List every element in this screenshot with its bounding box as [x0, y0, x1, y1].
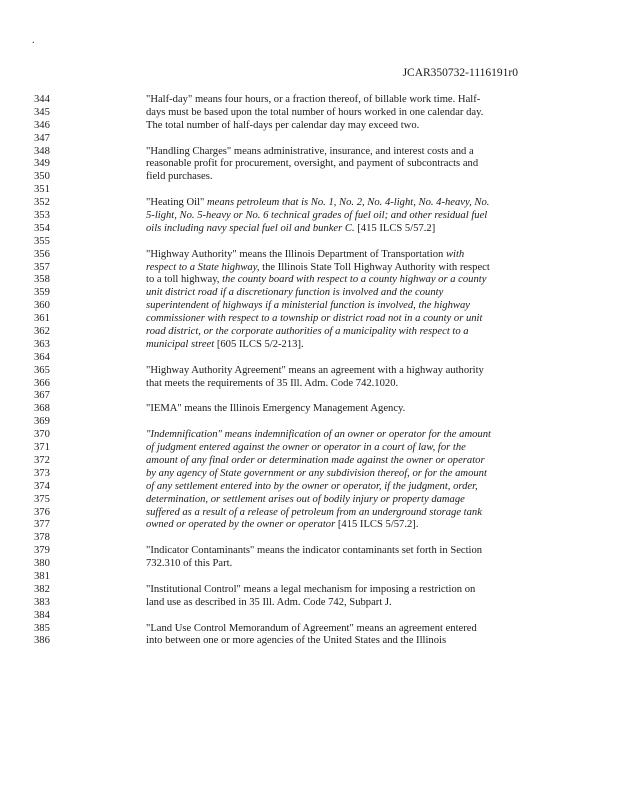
line-text: [146, 532, 554, 545]
line-text: [146, 519, 554, 532]
italic-text-segment: determination, or settlement arises out of bodily injury or property damage: [146, 493, 465, 505]
italic-text-segment: by any agency of State government or any subdivision thereof, or for the amount: [146, 467, 487, 479]
line-text: [146, 352, 554, 365]
italic-text-segment: municipal street: [146, 338, 215, 350]
line-number: 373: [34, 467, 50, 479]
document-body: [34, 94, 554, 648]
line-number: 368: [34, 403, 50, 415]
document-line: [34, 571, 554, 584]
line-number: 349: [34, 158, 50, 170]
document-line: [34, 507, 554, 520]
document-line: [34, 120, 554, 133]
line-text: [146, 249, 554, 262]
line-number: 344: [34, 94, 50, 105]
line-number: 359: [34, 287, 50, 299]
line-text: [146, 481, 554, 494]
line-number: 375: [34, 493, 50, 505]
line-text: [146, 236, 554, 249]
document-line: [34, 481, 554, 494]
line-number: 362: [34, 326, 50, 338]
document-line: [34, 326, 554, 339]
text-segment: "Handling Charges" means administrative, insurance, and interest costs and a: [146, 145, 474, 157]
text-segment: [415 ILCS 5/57.2].: [335, 519, 419, 531]
line-text: [146, 545, 554, 558]
line-number: 371: [34, 442, 50, 454]
document-line: [34, 545, 554, 558]
document-line: [34, 365, 554, 378]
document-line: [34, 300, 554, 313]
text-segment: into between one or more agencies of the United States and the Illinois: [146, 635, 447, 647]
italic-text-segment: with: [445, 248, 465, 260]
line-text: [146, 94, 554, 107]
line-text: [146, 120, 554, 133]
text-segment: "IEMA" means the Illinois Emergency Management Agency.: [146, 403, 406, 415]
text-segment: [415 ILCS 5/57.2]: [354, 222, 436, 234]
line-number: 360: [34, 300, 50, 312]
text-segment: "Half-day" means four hours, or a fraction thereof, of billable work time. Half-: [146, 94, 481, 105]
line-text: [146, 223, 554, 236]
line-number: 374: [34, 480, 50, 492]
document-line: [34, 429, 554, 442]
document-line: [34, 442, 554, 455]
line-number: 380: [34, 558, 50, 570]
line-number: 350: [34, 171, 50, 183]
line-text: [146, 635, 554, 648]
text-segment: days must be based upon the total number of hours worked in one calendar day.: [146, 106, 484, 118]
line-number: 355: [34, 235, 50, 247]
text-segment: reasonable profit for procurement, oversight, and payment of subcontracts and: [146, 158, 479, 170]
line-number: 352: [34, 197, 50, 209]
line-text: [146, 197, 554, 210]
italic-text-segment: respect to a State highway,: [146, 261, 260, 273]
document-line: [34, 635, 554, 648]
document-line: [34, 236, 554, 249]
line-number: 386: [34, 635, 50, 647]
italic-text-segment: "Indemnification" means indemnification of an owner or operator for the amount: [146, 429, 491, 441]
italic-text-segment: oils including navy special fuel oil and bunker C.: [146, 222, 355, 234]
italic-text-segment: amount of any final order or determination made against the owner or operator: [146, 454, 485, 466]
line-number: 348: [34, 145, 50, 157]
line-text: [146, 390, 554, 403]
text-segment: land use as described in 35 Ill. Adm. Code 742, Subpart J.: [146, 596, 392, 608]
line-number: 345: [34, 106, 50, 118]
document-line: [34, 262, 554, 275]
line-text: [146, 133, 554, 146]
document-line: [34, 403, 554, 416]
text-segment: "Highway Authority Agreement" means an agreement with a highway authority: [146, 364, 484, 376]
italic-text-segment: 5-light, No. 5-heavy or No. 6 technical grades of fuel oil; and other residual fuel: [146, 210, 488, 222]
italic-text-segment: owned or operated by the owner or operator: [146, 519, 336, 531]
document-line: [34, 313, 554, 326]
line-number: 365: [34, 364, 50, 376]
line-number: 376: [34, 506, 50, 518]
text-segment: field purchases.: [146, 171, 213, 183]
italic-text-segment: of any settlement entered into by the owner or operator, if the judgment, order,: [146, 480, 478, 492]
document-line: [34, 107, 554, 120]
line-number: 384: [34, 609, 50, 621]
document-line: [34, 197, 554, 210]
document-line: [34, 171, 554, 184]
line-text: [146, 300, 554, 313]
italic-text-segment: superintendent of highways if a ministerial function is involved, the highway: [146, 300, 470, 312]
text-segment: that meets the requirements of 35 Ill. Adm. Code 742.1020.: [146, 377, 399, 389]
line-number: 381: [34, 570, 50, 582]
line-text: [146, 403, 554, 416]
line-text: [146, 171, 554, 184]
line-text: [146, 429, 554, 442]
line-text: [146, 146, 554, 159]
document-line: [34, 455, 554, 468]
document-line: [34, 378, 554, 391]
text-segment: "Institutional Control" means a legal mechanism for imposing a restriction on: [146, 583, 476, 595]
document-line: [34, 558, 554, 571]
italic-text-segment: the county board with respect to a county highway or a county: [222, 274, 487, 286]
document-line: [34, 287, 554, 300]
text-segment: to a toll highway,: [146, 274, 223, 286]
line-number: 378: [34, 532, 50, 544]
line-number: 363: [34, 338, 50, 350]
document-line: [34, 532, 554, 545]
document-line: [34, 416, 554, 429]
line-text: [146, 584, 554, 597]
line-text: [146, 571, 554, 584]
line-text: [146, 107, 554, 120]
document-line: [34, 94, 554, 107]
italic-text-segment: of judgment entered against the owner or operator in a court of law, for the: [146, 442, 466, 454]
document-line: [34, 133, 554, 146]
document-line: [34, 210, 554, 223]
line-text: [146, 494, 554, 507]
line-text: [146, 468, 554, 481]
line-number: 383: [34, 596, 50, 608]
italic-text-segment: suffered as a result of a release of petroleum from an underground storage tank: [146, 506, 482, 518]
line-text: [146, 274, 554, 287]
line-number: 346: [34, 119, 50, 131]
line-number: 382: [34, 583, 50, 595]
line-number: 353: [34, 210, 50, 222]
text-segment: "Heating Oil": [146, 197, 208, 209]
line-number: 377: [34, 519, 50, 531]
line-text: [146, 158, 554, 171]
line-number: 379: [34, 545, 50, 557]
line-number: 370: [34, 429, 50, 441]
document-line: [34, 494, 554, 507]
line-text: [146, 558, 554, 571]
line-number: 347: [34, 132, 50, 144]
document-line: [34, 249, 554, 262]
text-segment: "Highway Authority" means the Illinois Department of Transportation: [146, 248, 446, 260]
document-line: [34, 274, 554, 287]
document-line: [34, 223, 554, 236]
line-number: 351: [34, 184, 50, 196]
line-text: [146, 339, 554, 352]
document-line: [34, 623, 554, 636]
italic-text-segment: road district, or the corporate authorities of a municipality with respect to a: [146, 326, 469, 338]
document-line: [34, 184, 554, 197]
line-text: [146, 313, 554, 326]
line-number: 366: [34, 377, 50, 389]
document-line: [34, 158, 554, 171]
line-text: [146, 416, 554, 429]
line-number: 372: [34, 454, 50, 466]
line-text: [146, 623, 554, 636]
document-line: [34, 352, 554, 365]
document-header-id: JCAR350732-1116191r0: [402, 67, 518, 79]
line-text: [146, 378, 554, 391]
line-text: [146, 326, 554, 339]
line-number: 357: [34, 261, 50, 273]
line-text: [146, 610, 554, 623]
line-text: [146, 210, 554, 223]
text-segment: The total number of half-days per calendar day may exceed two.: [146, 119, 420, 131]
line-number: 364: [34, 351, 50, 363]
line-number: 356: [34, 248, 50, 260]
line-text: [146, 455, 554, 468]
line-text: [146, 287, 554, 300]
text-segment: [605 ILCS 5/2-213].: [214, 338, 304, 350]
line-number: 369: [34, 416, 50, 428]
line-number: 385: [34, 622, 50, 634]
line-number: 367: [34, 390, 50, 402]
line-number: 361: [34, 313, 50, 325]
document-line: [34, 146, 554, 159]
italic-text-segment: commissioner with respect to a township or district road not in a county or unit: [146, 313, 483, 325]
text-segment: the Illinois State Toll Highway Authority with respect: [259, 261, 490, 273]
page-mark: .: [32, 35, 35, 46]
line-text: [146, 365, 554, 378]
text-segment: "Land Use Control Memorandum of Agreement" means an agreement entered: [146, 622, 477, 634]
document-line: [34, 390, 554, 403]
document-line: [34, 339, 554, 352]
line-text: [146, 597, 554, 610]
line-text: [146, 442, 554, 455]
line-text: [146, 184, 554, 197]
document-line: [34, 597, 554, 610]
italic-text-segment: means petroleum that is No. 1, No. 2, No. 4-light, No. 4-heavy, No.: [207, 197, 490, 209]
line-text: [146, 262, 554, 275]
text-segment: 732.310 of this Part.: [146, 558, 233, 570]
document-line: [34, 610, 554, 623]
italic-text-segment: unit district road if a discretionary function is involved and the county: [146, 287, 444, 299]
document-line: [34, 519, 554, 532]
line-number: 354: [34, 222, 50, 234]
line-number: 358: [34, 274, 50, 286]
line-text: [146, 507, 554, 520]
text-segment: "Indicator Contaminants" means the indicator contaminants set forth in Section: [146, 545, 483, 557]
document-line: [34, 584, 554, 597]
document-line: [34, 468, 554, 481]
